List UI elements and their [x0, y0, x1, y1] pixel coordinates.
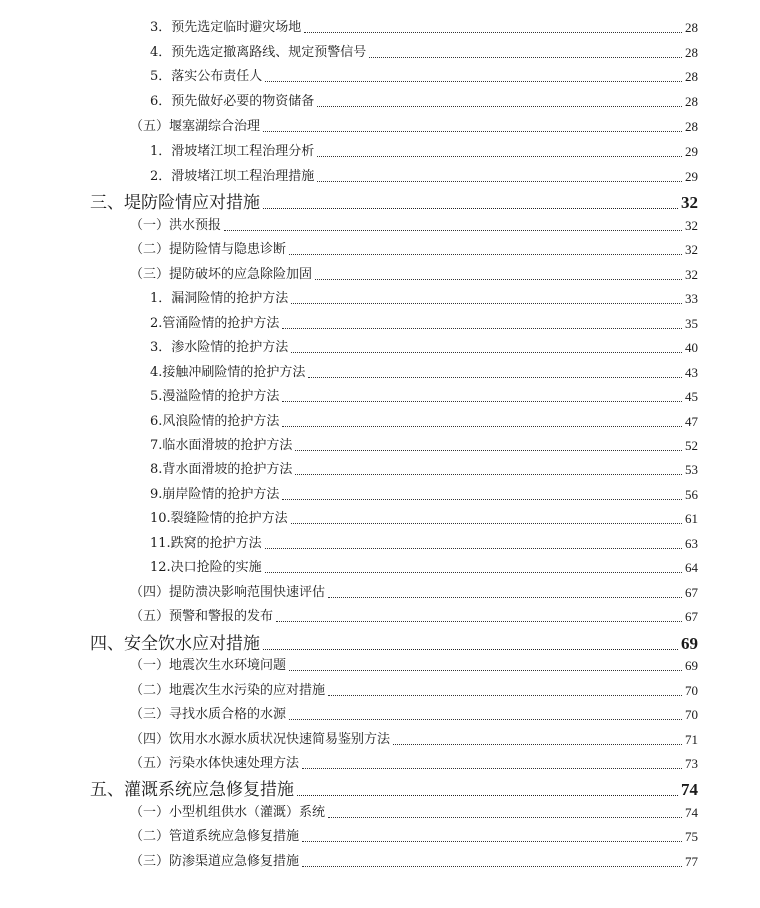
toc-page-number: 28: [685, 20, 698, 35]
toc-entry-title: 3．预先选定临时避灾场地: [150, 20, 302, 35]
toc-entry-title: 9.崩岸险情的抢护方法: [150, 487, 280, 502]
toc-page-number: 32: [685, 267, 698, 282]
toc-section-entry: [130, 827, 698, 845]
toc-page-number: 28: [685, 69, 698, 84]
toc-entry-title: （三）防渗渠道应急修复措施: [130, 854, 300, 869]
toc-entry-title: （一）洪水预报: [130, 218, 222, 233]
toc-subsection-entry: [150, 509, 698, 527]
toc-page-number: 77: [685, 854, 698, 869]
toc-section-entry: [130, 754, 698, 772]
toc-page-number: 61: [685, 511, 698, 526]
dot-leader: [291, 303, 682, 304]
dot-leader: [282, 499, 682, 500]
toc-entry-title: （一）小型机组供水（灌溉）系统: [130, 805, 326, 820]
dot-leader: [289, 670, 682, 671]
toc-section-entry: [130, 583, 698, 601]
dot-leader: [289, 254, 682, 255]
toc-entry-title: 2.管涌险情的抢护方法: [150, 316, 280, 331]
toc-entry-title: 五、灌溉系统应急修复措施: [90, 780, 294, 800]
dot-leader: [282, 328, 682, 329]
dot-leader: [315, 279, 682, 280]
toc-subsection-entry: [150, 18, 698, 36]
toc-subsection-entry: [150, 412, 698, 430]
toc-subsection-entry: [150, 167, 698, 185]
toc-page-number: 56: [685, 487, 698, 502]
toc-entry-title: （二）管道系统应急修复措施: [130, 829, 300, 844]
toc-page-number: 28: [685, 45, 698, 60]
dot-leader: [302, 768, 682, 769]
toc-entry-title: （三）提防破坏的应急除险加固: [130, 267, 313, 282]
toc-subsection-entry: [150, 460, 698, 478]
dot-leader: [291, 523, 682, 524]
toc-subsection-entry: [150, 558, 698, 576]
toc-page-number: 71: [685, 732, 698, 747]
toc-section-entry: [130, 265, 698, 283]
toc-page-number: 47: [685, 414, 698, 429]
toc-section-entry: [130, 240, 698, 258]
dot-leader: [328, 817, 682, 818]
toc-entry-title: （五）堰塞湖综合治理: [130, 119, 261, 134]
dot-leader: [291, 352, 682, 353]
dot-leader: [276, 621, 682, 622]
toc-section-entry: [130, 681, 698, 699]
toc-page-number: 63: [685, 536, 698, 551]
dot-leader: [297, 795, 678, 796]
toc-subsection-entry: [150, 43, 698, 61]
toc-entry-title: 11.跌窝的抢护方法: [150, 536, 262, 551]
toc-section-entry: [130, 656, 698, 674]
toc-section-entry: [130, 607, 698, 625]
dot-leader: [289, 719, 682, 720]
dot-leader: [295, 474, 682, 475]
dot-leader: [282, 426, 682, 427]
toc-entry-title: （三）寻找水质合格的水源: [130, 707, 287, 722]
toc-entry-title: 3．渗水险情的抢护方法: [150, 340, 289, 355]
toc-page-number: 70: [685, 683, 698, 698]
toc-page-number: 74: [681, 780, 698, 799]
toc-subsection-entry: [150, 485, 698, 503]
toc-subsection-entry: [150, 314, 698, 332]
toc-page-number: 75: [685, 829, 698, 844]
dot-leader: [263, 649, 678, 650]
dot-leader: [265, 572, 682, 573]
toc-subsection-entry: [150, 142, 698, 160]
toc-page-number: 33: [685, 291, 698, 306]
toc-page-number: 74: [685, 805, 698, 820]
dot-leader: [317, 106, 682, 107]
toc-page-number: 73: [685, 756, 698, 771]
toc-entry-title: （二）提防险情与隐患诊断: [130, 242, 287, 257]
toc-subsection-entry: [150, 387, 698, 405]
toc-page-number: 64: [685, 560, 698, 575]
dot-leader: [282, 401, 682, 402]
toc-entry-title: 8.背水面滑坡的抢护方法: [150, 462, 293, 477]
toc-entry-title: 1．滑坡堵江坝工程治理分析: [150, 144, 315, 159]
toc-entry-title: 1．漏洞险情的抢护方法: [150, 291, 289, 306]
dot-leader: [265, 81, 682, 82]
toc-page-number: 69: [685, 658, 698, 673]
toc-entry-title: 4．预先选定撤离路线、规定预警信号: [150, 45, 367, 60]
toc-entry-title: （四）饮用水水源水质状况快速简易鉴别方法: [130, 732, 391, 747]
toc-entry-title: （五）污染水体快速处理方法: [130, 756, 300, 771]
toc-page-number: 52: [685, 438, 698, 453]
toc-entry-title: 5．落实公布责任人: [150, 69, 263, 84]
dot-leader: [328, 695, 682, 696]
toc-page-number: 32: [685, 218, 698, 233]
toc-entry-title: （五）预警和警报的发布: [130, 609, 274, 624]
dot-leader: [302, 866, 682, 867]
toc-page-number: 45: [685, 389, 698, 404]
toc-entry-title: 2．滑坡堵江坝工程治理措施: [150, 169, 315, 184]
toc-chapter-entry: [90, 632, 698, 654]
toc-entry-title: 四、安全饮水应对措施: [90, 634, 260, 654]
toc-page-number: 40: [685, 340, 698, 355]
toc-section-entry: [130, 730, 698, 748]
dot-leader: [304, 32, 682, 33]
toc-subsection-entry: [150, 67, 698, 85]
toc-entry-title: 三、堤防险情应对措施: [90, 193, 260, 213]
toc-subsection-entry: [150, 92, 698, 110]
toc-section-entry: [130, 852, 698, 870]
toc-page-number: 28: [685, 94, 698, 109]
toc-chapter-entry: [90, 778, 698, 800]
toc-chapter-entry: [90, 191, 698, 213]
toc-subsection-entry: [150, 363, 698, 381]
toc-page-number: 69: [681, 634, 698, 653]
toc-page-number: 70: [685, 707, 698, 722]
dot-leader: [369, 57, 682, 58]
toc-section-entry: [130, 705, 698, 723]
toc-page-number: 53: [685, 462, 698, 477]
toc-entry-title: 5.漫溢险情的抢护方法: [150, 389, 280, 404]
toc-subsection-entry: [150, 436, 698, 454]
toc-subsection-entry: [150, 338, 698, 356]
toc-entry-title: 12.决口抢险的实施: [150, 560, 262, 575]
dot-leader: [302, 841, 682, 842]
toc-page-number: 29: [685, 144, 698, 159]
dot-leader: [295, 450, 682, 451]
dot-leader: [317, 156, 682, 157]
toc-page-number: 67: [685, 585, 698, 600]
dot-leader: [263, 131, 682, 132]
dot-leader: [393, 744, 682, 745]
toc-page-number: 32: [685, 242, 698, 257]
dot-leader: [265, 548, 682, 549]
toc-page-number: 35: [685, 316, 698, 331]
toc-entry-title: （一）地震次生水环境问题: [130, 658, 287, 673]
toc-page-number: 67: [685, 609, 698, 624]
toc-page-number: 32: [681, 193, 698, 212]
toc-page-number: 29: [685, 169, 698, 184]
dot-leader: [308, 377, 682, 378]
toc-page-number: 28: [685, 119, 698, 134]
toc-section-entry: [130, 803, 698, 821]
dot-leader: [328, 597, 682, 598]
toc-entry-title: 10.裂缝险情的抢护方法: [150, 511, 288, 526]
toc-page-number: 43: [685, 365, 698, 380]
toc-subsection-entry: [150, 289, 698, 307]
dot-leader: [263, 208, 678, 209]
toc-section-entry: [130, 216, 698, 234]
toc-entry-title: （二）地震次生水污染的应对措施: [130, 683, 326, 698]
toc-entry-title: 6.风浪险情的抢护方法: [150, 414, 280, 429]
toc-subsection-entry: [150, 534, 698, 552]
toc-entry-title: 7.临水面滑坡的抢护方法: [150, 438, 293, 453]
toc-section-entry: [130, 117, 698, 135]
toc-entry-title: （四）提防溃决影响范围快速评估: [130, 585, 326, 600]
toc-entry-title: 4.接触冲刷险情的抢护方法: [150, 365, 306, 380]
dot-leader: [317, 181, 682, 182]
toc-entry-title: 6．预先做好必要的物资储备: [150, 94, 315, 109]
dot-leader: [224, 230, 682, 231]
